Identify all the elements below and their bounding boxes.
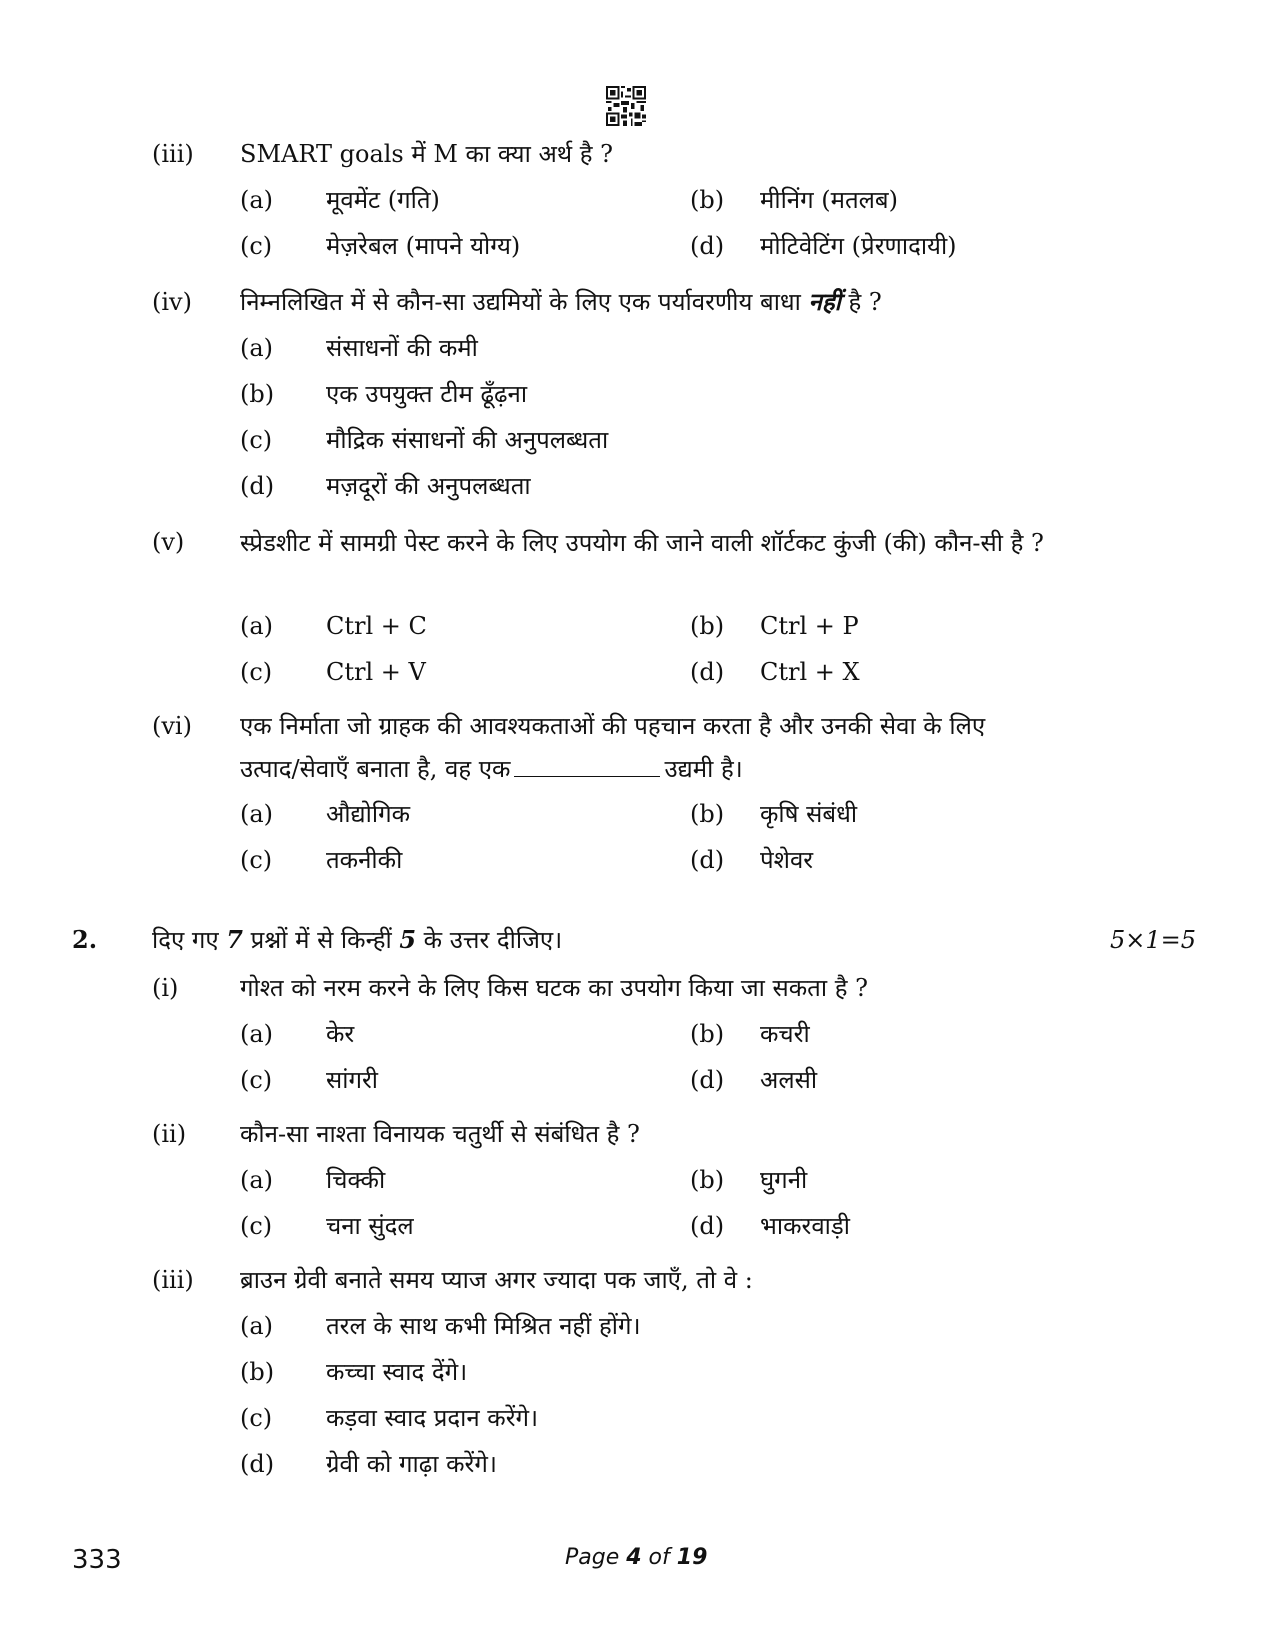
question-text-part: निम्नलिखित में से कौन-सा उद्यमियों के लिए एक पर्यावरणीय बाधा xyxy=(240,288,809,316)
option-text: कचरी xyxy=(760,1020,810,1048)
question-number: (iii) xyxy=(152,140,194,168)
option-label: (a) xyxy=(240,334,274,362)
option-label: (d) xyxy=(690,846,725,874)
option-text: चना सुंदल xyxy=(326,1212,414,1240)
option-label: (d) xyxy=(690,232,725,260)
option-label: (d) xyxy=(690,1066,725,1094)
option-text: औद्योगिक xyxy=(326,800,411,828)
option-label: (d) xyxy=(690,1212,725,1240)
question-text: SMART goals में M का क्या अर्थ है ? xyxy=(240,140,613,168)
question-number: (v) xyxy=(152,528,185,556)
option-text: संसाधनों की कमी xyxy=(326,334,478,362)
question-number: (iv) xyxy=(152,288,192,316)
answer-blank xyxy=(514,748,660,777)
option-text: Ctrl + P xyxy=(760,612,859,640)
option-label: (b) xyxy=(690,186,725,214)
option-label: (a) xyxy=(240,800,274,828)
option-label: (a) xyxy=(240,612,274,640)
option-text: कड़वा स्वाद प्रदान करेंगे। xyxy=(326,1404,539,1432)
option-text: मज़दूरों की अनुपलब्धता xyxy=(326,472,531,500)
question-text-part: दिए गए xyxy=(152,926,227,954)
option-label: (a) xyxy=(240,1020,274,1048)
question-text xyxy=(152,920,562,960)
option-text: मौद्रिक संसाधनों की अनुपलब्धता xyxy=(326,426,609,454)
option-text: घुगनी xyxy=(760,1166,808,1194)
option-text: मूवमेंट (गति) xyxy=(326,186,440,214)
option-label: (a) xyxy=(240,186,274,214)
option-text: पेशेवर xyxy=(760,846,814,874)
option-label: (b) xyxy=(690,1020,725,1048)
option-label: (c) xyxy=(240,1404,273,1432)
option-text: तकनीकी xyxy=(326,846,403,874)
option-text: अलसी xyxy=(760,1066,818,1094)
qr-code xyxy=(606,86,646,126)
option-label: (c) xyxy=(240,658,273,686)
question-text-part: प्रश्नों में से किन्हीं xyxy=(242,926,400,954)
question-text-line xyxy=(240,748,743,789)
question-text-part: है ? xyxy=(840,288,882,316)
option-text: ग्रेवी को गाढ़ा करेंगे। xyxy=(326,1450,497,1478)
option-label: (a) xyxy=(240,1166,274,1194)
page-text: of xyxy=(641,1545,677,1570)
option-label: (c) xyxy=(240,232,273,260)
marks-allocation: 5×1=5 xyxy=(1110,926,1197,954)
question-text: स्प्रेडशीट में सामग्री पेस्ट करने के लिए उपयोग की जाने वाली शॉर्टकट कुंजी (की) कौन-सी है ? xyxy=(240,529,1044,557)
option-text: Ctrl + X xyxy=(760,658,860,686)
page-indicator xyxy=(565,1545,707,1570)
option-text: कच्चा स्वाद देंगे। xyxy=(326,1358,468,1386)
page-number: 4 xyxy=(626,1545,642,1570)
option-label: (d) xyxy=(690,658,725,686)
option-text: कृषि संबंधी xyxy=(760,800,858,828)
option-label: (c) xyxy=(240,1212,273,1240)
page-total: 19 xyxy=(676,1545,708,1570)
option-text: चिक्की xyxy=(326,1166,386,1194)
option-label: (d) xyxy=(240,1450,275,1478)
question-number: (vi) xyxy=(152,712,192,740)
option-label: (c) xyxy=(240,426,273,454)
emphasis-text: नहीं xyxy=(808,287,841,316)
question-number: (iii) xyxy=(152,1266,194,1294)
paper-code: 333 xyxy=(72,1545,122,1575)
question-text: गोश्त को नरम करने के लिए किस घटक का उपयोग किया जा सकता है ? xyxy=(240,974,868,1002)
option-label: (a) xyxy=(240,1312,274,1340)
question-text: कौन-सा नाश्ता विनायक चतुर्थी से संबंधित है ? xyxy=(240,1120,640,1148)
question-text-part: उद्यमी है। xyxy=(664,755,743,783)
option-label: (c) xyxy=(240,1066,273,1094)
option-label: (c) xyxy=(240,846,273,874)
option-text: Ctrl + V xyxy=(326,658,426,686)
question-number: 2. xyxy=(72,925,98,954)
question-text: ब्राउन ग्रेवी बनाते समय प्याज अगर ज्यादा पक जाएँ, तो वे : xyxy=(240,1266,753,1294)
option-label: (b) xyxy=(240,380,275,408)
emphasis-number: 7 xyxy=(226,925,243,954)
question-text-line: एक निर्माता जो ग्राहक की आवश्यकताओं की पहचान करता है और उनकी सेवा के लिए xyxy=(240,712,986,740)
option-text: मोटिवेटिंग (प्रेरणादायी) xyxy=(760,232,957,260)
emphasis-number: 5 xyxy=(399,925,417,954)
option-text: मीनिंग (मतलब) xyxy=(760,186,898,214)
option-text: सांगरी xyxy=(326,1066,378,1094)
option-text: मेज़रेबल (मापने योग्य) xyxy=(326,232,521,260)
option-text: भाकरवाड़ी xyxy=(760,1212,850,1240)
option-text: Ctrl + C xyxy=(326,612,427,640)
option-text: केर xyxy=(326,1020,355,1048)
option-label: (b) xyxy=(690,612,725,640)
option-label: (b) xyxy=(690,1166,725,1194)
option-label: (b) xyxy=(690,800,725,828)
option-label: (b) xyxy=(240,1358,275,1386)
option-text: एक उपयुक्त टीम ढूँढ़ना xyxy=(326,380,528,408)
question-text-part: के उत्तर दीजिए। xyxy=(416,926,563,954)
question-text-part: उत्पाद/सेवाएँ बनाता है, वह एक xyxy=(240,755,511,783)
option-label: (d) xyxy=(240,472,275,500)
question-number: (i) xyxy=(152,974,179,1002)
option-text: तरल के साथ कभी मिश्रित नहीं होंगे। xyxy=(326,1312,641,1340)
question-number: (ii) xyxy=(152,1120,187,1148)
page-text: Page xyxy=(565,1545,627,1570)
question-text xyxy=(240,282,882,322)
